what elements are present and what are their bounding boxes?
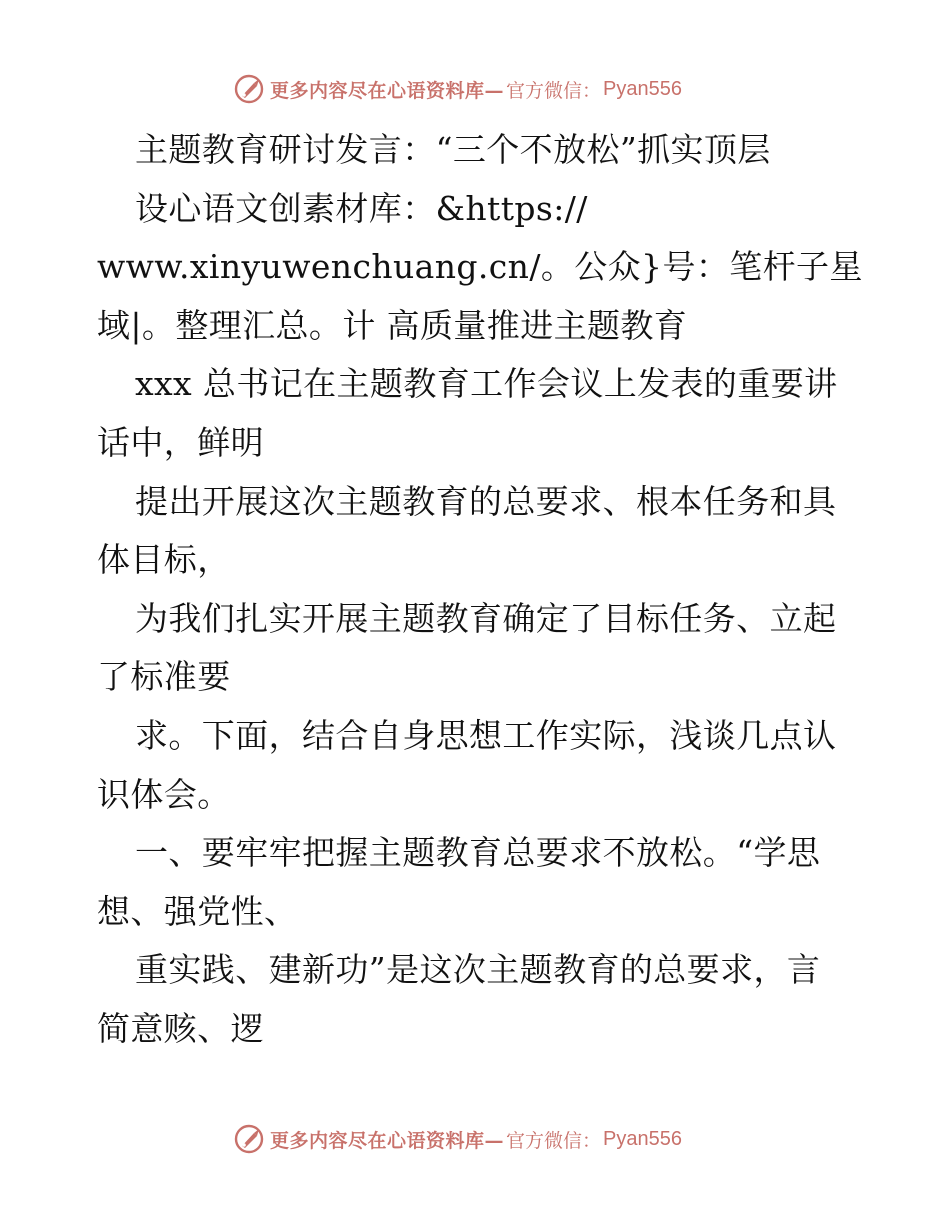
- watermark-brand-text: 更多内容尽在心语资料库—: [270, 79, 505, 102]
- header-watermark: [234, 72, 682, 106]
- text-line: 设心语文创素材库：&https://: [135, 188, 588, 228]
- text-line: 主题教育研讨发言：“三个不放松”抓实顶层: [135, 130, 771, 169]
- document-body: [97, 121, 863, 1059]
- text-line: 为我们扎实开展主题教育确定了目标任务、立起: [135, 598, 837, 638]
- watermark-brand-text: 更多内容尽在心语资料库—: [270, 1129, 505, 1152]
- text-line: www.xinyuwenchuang.cn/。公众}号：笔杆子星: [97, 247, 863, 287]
- text-line: 想、强党性、: [97, 891, 298, 931]
- text-line: 简意赅、逻: [97, 1008, 264, 1048]
- watermark-wechat-account: Pyan556: [603, 77, 682, 100]
- watermark-wechat-label: 官方微信：: [506, 79, 602, 102]
- footer-watermark: [234, 1122, 682, 1156]
- watermark-wechat-label: 官方微信：: [506, 1129, 602, 1152]
- text-line: 了标准要: [97, 657, 231, 697]
- text-line: xxx 总书记在主题教育工作会议上发表的重要讲: [135, 364, 838, 404]
- text-line: 体目标，: [97, 540, 231, 580]
- text-line: 提出开展这次主题教育的总要求、根本任务和具: [135, 481, 837, 521]
- text-line: 识体会。: [97, 774, 231, 814]
- text-line: 话中，鲜明: [97, 422, 264, 462]
- text-line: 重实践、建新功”是这次主题教育的总要求，言: [135, 950, 821, 990]
- quill-logo-icon: [234, 74, 264, 104]
- text-line: 域|。整理汇总。计 高质量推进主题教育: [97, 305, 688, 345]
- watermark-wechat-account: Pyan556: [603, 1127, 682, 1150]
- text-line: 一、要牢牢把握主题教育总要求不放松。“学思: [135, 833, 821, 873]
- text-line: 求。下面，结合自身思想工作实际，浅谈几点认: [135, 715, 837, 755]
- quill-logo-icon: [234, 1124, 264, 1154]
